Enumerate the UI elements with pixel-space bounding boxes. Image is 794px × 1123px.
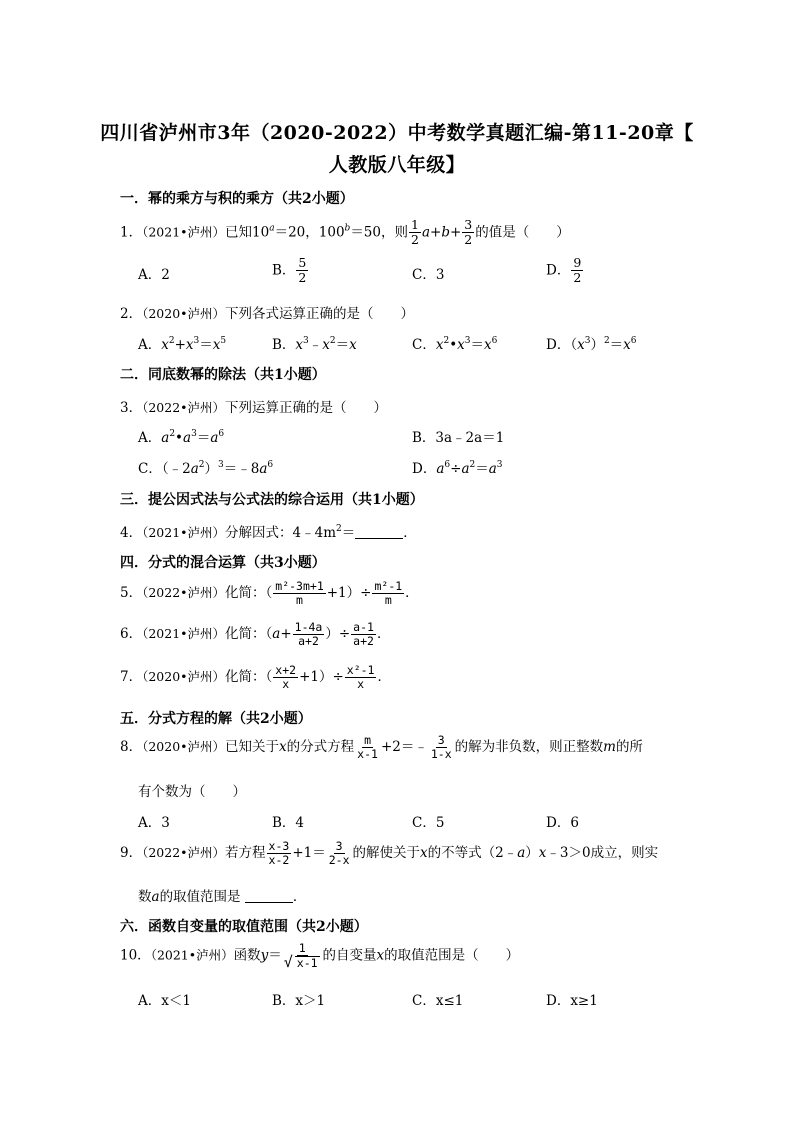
section-heading-3: 三．提公因式法与公式法的综合运用（共1小题） <box>120 492 424 508</box>
section-heading-2: 二．同底数幂的除法（共1小题） <box>120 367 326 383</box>
fraction: $\frac{1}{2}$ <box>411 217 419 248</box>
fraction: $\frac{3}{2}$ <box>464 217 473 248</box>
question-9: 9．（2022•泸州）若方程 $\frac{x-3}{x-2}$ +1＝ $\frac{3}{2-x}$ 的解使关于x的不等式（2﹣a）x﹣3＞0成立，则实 <box>120 839 659 868</box>
option-10d: D．x≥1 <box>546 993 598 1009</box>
option-2a: A．$x^2+x^3=x^5$ <box>138 336 227 353</box>
question-9-line2: 数a的取值范围是 ． <box>138 889 307 905</box>
option-1a: A．2 <box>138 267 170 283</box>
option-1d: D． $\frac{9}{2}$ <box>546 255 582 286</box>
option-10a: A．x＜1 <box>138 993 191 1009</box>
question-8: 8．（2020•泸州）已知关于x的分式方程 $\frac{m}{x-1}$ +2＝﹣ $\frac{3}{1-x}$ 的解为非负数，则正整数m的所 <box>120 733 643 762</box>
section-heading-1: 一．幂的乘方与积的乘方（共2小题） <box>120 191 354 207</box>
option-3c: C．$(﹣2a^2)^3=﹣8a^6$ <box>138 460 274 477</box>
option-3a: A．$a^2•a^3=a^6$ <box>138 429 225 446</box>
question-3: 3．（2022•泸州）下列运算正确的是（ ） <box>120 400 388 416</box>
question-4: 4．（2021•泸州）分解因式：$4﹣4m^2=$ ． <box>120 524 417 541</box>
section-heading-4: 四．分式的混合运算（共3小题） <box>120 555 326 571</box>
document-title-line1: 四川省泸州市3年（2020-2022）中考数学真题汇编-第11-20章【 <box>100 122 694 144</box>
option-3d: D．$a^6\div a^2=a^3$ <box>412 460 503 477</box>
answer-blank[interactable] <box>355 526 403 539</box>
option-1c: C．3 <box>412 267 445 283</box>
option-10c: C．x≤1 <box>412 993 464 1009</box>
square-root-icon: √ x-1 <box>295 956 320 970</box>
option-2c: C．$x^2•x^3=x^6$ <box>412 336 498 353</box>
question-2: 2．（2020•泸州）下列各式运算正确的是（ ） <box>120 306 415 322</box>
section-heading-6: 六．函数自变量的取值范围（共2小题） <box>120 919 368 935</box>
option-1b: B． $\frac{5}{2}$ <box>272 255 307 286</box>
section-heading-5: 五．分式方程的解（共2小题） <box>120 711 312 727</box>
document-title-line2: 人教版八年级】 <box>328 154 466 176</box>
question-10: 10．（2021•泸州）函数y＝ 1 √ x-1 的自变量x的取值范围是（ ） <box>120 942 519 970</box>
question-1: 1．（2021•泸州）已知$10^a=20$，$100^b=50$，则 $\frac{1}{2}$ a+b+ $\frac{3}{2}$ 的值是（ ） <box>120 217 570 248</box>
question-7: 7．（2020•泸州）化简：（ $\frac{x+2}{x}$ +1）÷ $\frac{\text{x²-1}}{x}$ ． <box>120 663 391 692</box>
question-8-line2: 有个数为（ ） <box>138 784 246 800</box>
question-5: 5．（2022•泸州）化简：（ $\frac{\text{m²-3m+1}}{m}$ +1）÷ $\frac{\text{m²-1}}{m}$ ． <box>120 579 419 608</box>
option-8b: B．4 <box>272 815 305 831</box>
option-10b: B．x＞1 <box>272 993 326 1009</box>
option-8a: A．3 <box>138 815 170 831</box>
option-3b: B．3a﹣2a＝1 <box>412 430 505 446</box>
option-2d: D．$(x^3)^2=x^6$ <box>546 336 637 353</box>
option-8d: D．6 <box>546 815 579 831</box>
answer-blank[interactable] <box>245 890 293 903</box>
option-8c: C．5 <box>412 815 445 831</box>
option-2b: B．$x^3﹣x^2=x$ <box>272 336 357 353</box>
question-6: 6．（2021•泸州）化简：（a+ $\frac{1-4a}{a+2}$ ）÷ $\frac{a-1}{a+2}$ ． <box>120 620 391 649</box>
